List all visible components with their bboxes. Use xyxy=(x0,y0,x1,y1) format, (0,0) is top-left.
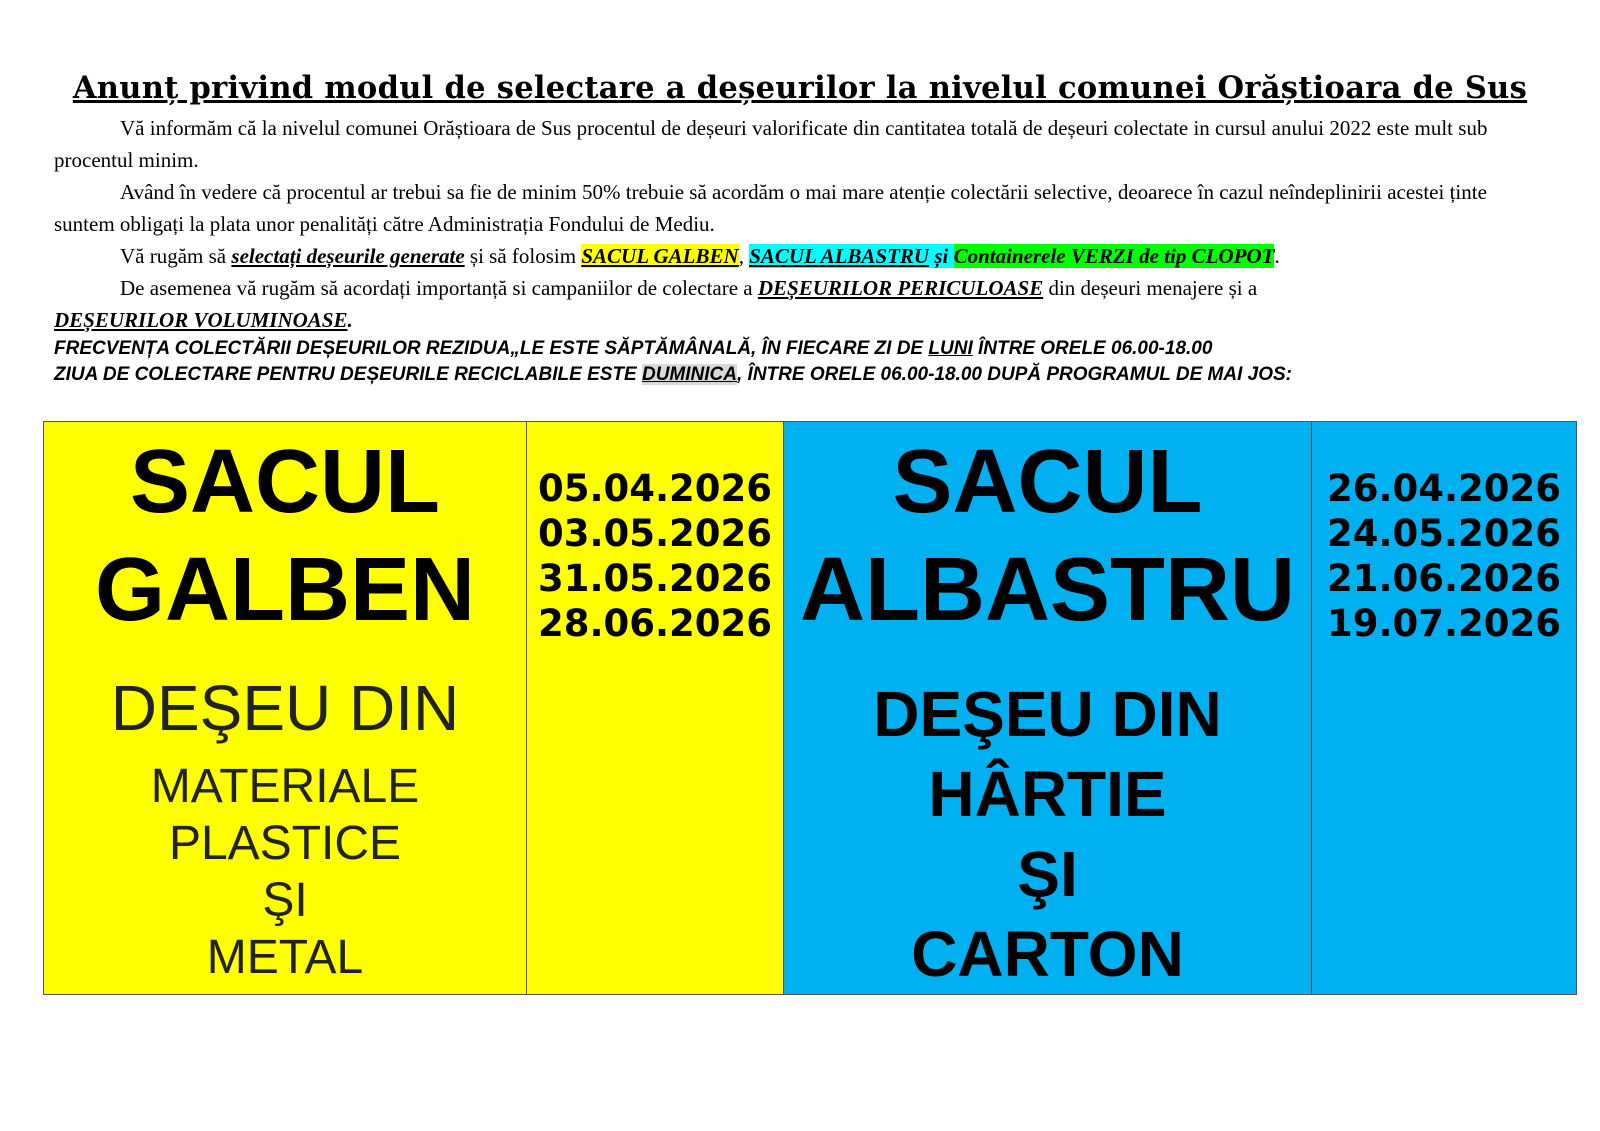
residual-frequency-notice xyxy=(54,336,1546,362)
campaigns-text: De asemenea vă rugăm să acordați importanță si campaniilor de colectare a xyxy=(120,276,758,300)
page-title: Anunț privind modul de selectare a deșeurilor la nivelul comunei Orăștioara de Sus xyxy=(72,70,1528,106)
blue-bag-cell xyxy=(784,422,1312,995)
blue-bag-title-line2: ALBASTRU xyxy=(800,540,1295,640)
paragraph-campaigns xyxy=(54,272,1546,336)
campaigns-period: . xyxy=(347,308,353,332)
blue-bag-highlight: SACUL ALBASTRU xyxy=(749,244,930,268)
yellow-date: 28.06.2026 xyxy=(537,602,773,645)
schedule-row xyxy=(44,422,1577,995)
yellow-dates-list xyxy=(527,466,783,646)
yellow-bag-highlight: SACUL GALBEN xyxy=(581,244,739,268)
blue-bag-title xyxy=(784,428,1311,644)
yellow-date: 05.04.2026 xyxy=(537,467,773,510)
request-text: Vă rugăm să xyxy=(120,244,232,268)
blue-date: 19.07.2026 xyxy=(1326,602,1562,645)
request-and: și xyxy=(929,244,954,268)
yellow-waste-line4: ŞI xyxy=(262,874,308,927)
green-container-highlight: Containerele VERZI de tip CLOPOT xyxy=(953,244,1275,268)
announcement-document xyxy=(54,70,1546,388)
recyclable-day-notice xyxy=(54,362,1546,388)
bulky-waste-emphasis: DEȘEURILOR VOLUMINOASE xyxy=(54,308,348,332)
yellow-waste-line2: MATERIALE xyxy=(150,760,420,813)
residual-day: LUNI xyxy=(928,338,973,359)
yellow-dates-cell xyxy=(527,422,784,995)
yellow-date: 03.05.2026 xyxy=(537,512,773,555)
yellow-bag-title-line1: SACUL xyxy=(130,432,440,532)
paragraph-info-text: Vă informăm că la nivelul comunei Orăștioara de Sus procentul de deșeuri valorificate din cantitatea totală de deșeuri colectate in cursul anului 2022 este mult sub procentul minim. xyxy=(54,116,1488,172)
request-period: . xyxy=(1274,244,1280,268)
yellow-waste-line3: PLASTICE xyxy=(168,817,402,870)
blue-date: 21.06.2026 xyxy=(1326,557,1562,600)
request-text-2: și să folosim xyxy=(464,244,582,268)
residual-hours: ÎNTRE ORELE 06.00-18.00 xyxy=(972,338,1213,359)
residual-notice-text: FRECVENȚA COLECTĂRII DEȘEURILOR REZIDUA„LE ESTE SĂPTĂMÂNALĂ, ÎN FIECARE ZI DE xyxy=(54,338,929,359)
yellow-date: 31.05.2026 xyxy=(537,557,773,600)
recyclable-hours: , ÎNTRE ORELE 06.00-18.00 DUPĂ PROGRAMUL DE MAI JOS: xyxy=(736,364,1292,385)
blue-dates-list xyxy=(1312,466,1576,646)
yellow-bag-cell xyxy=(44,422,527,995)
blue-dates-cell xyxy=(1312,422,1577,995)
blue-waste-line3: ŞI xyxy=(1017,838,1078,910)
collection-schedule-table xyxy=(43,421,1577,995)
request-comma: , xyxy=(738,244,750,268)
yellow-waste-heading: DEŞEU DIN xyxy=(110,672,460,744)
paragraph-target-text: Având în vedere că procentul ar trebui sa fie de minim 50% trebuie să acordăm o mai mare atenție colectării selective, deoarece în cazul neîndeplinirii acestei ținte suntem obligați la plata unor penalități către Administrația Fondului de Mediu. xyxy=(54,180,1487,236)
yellow-waste-types xyxy=(44,758,526,986)
blue-waste-line1: DEŞEU DIN xyxy=(873,678,1222,750)
request-emphasis: selectați deșeurile generate xyxy=(231,244,465,268)
paragraph-info xyxy=(54,112,1546,176)
blue-waste-line4: CARTON xyxy=(911,918,1184,990)
recyclable-notice-text: ZIUA DE COLECTARE PENTRU DEȘEURILE RECICLABILE ESTE xyxy=(54,364,642,385)
paragraph-request xyxy=(54,240,1546,272)
campaigns-text-2: din deșeuri menajere și a xyxy=(1043,276,1258,300)
blue-date: 26.04.2026 xyxy=(1326,467,1562,510)
recyclable-day: DUMINICA xyxy=(641,364,737,385)
blue-date: 24.05.2026 xyxy=(1326,512,1562,555)
yellow-bag-title-line2: GALBEN xyxy=(95,540,475,640)
paragraph-target xyxy=(54,176,1546,240)
hazardous-waste-emphasis: DEȘEURILOR PERICULOASE xyxy=(757,276,1044,300)
blue-waste-line2: HÂRTIE xyxy=(928,758,1167,830)
yellow-bag-title xyxy=(44,428,526,644)
yellow-waste-line5: METAL xyxy=(206,931,364,984)
blue-waste-types xyxy=(784,674,1311,994)
blue-bag-title-line1: SACUL xyxy=(892,432,1203,532)
